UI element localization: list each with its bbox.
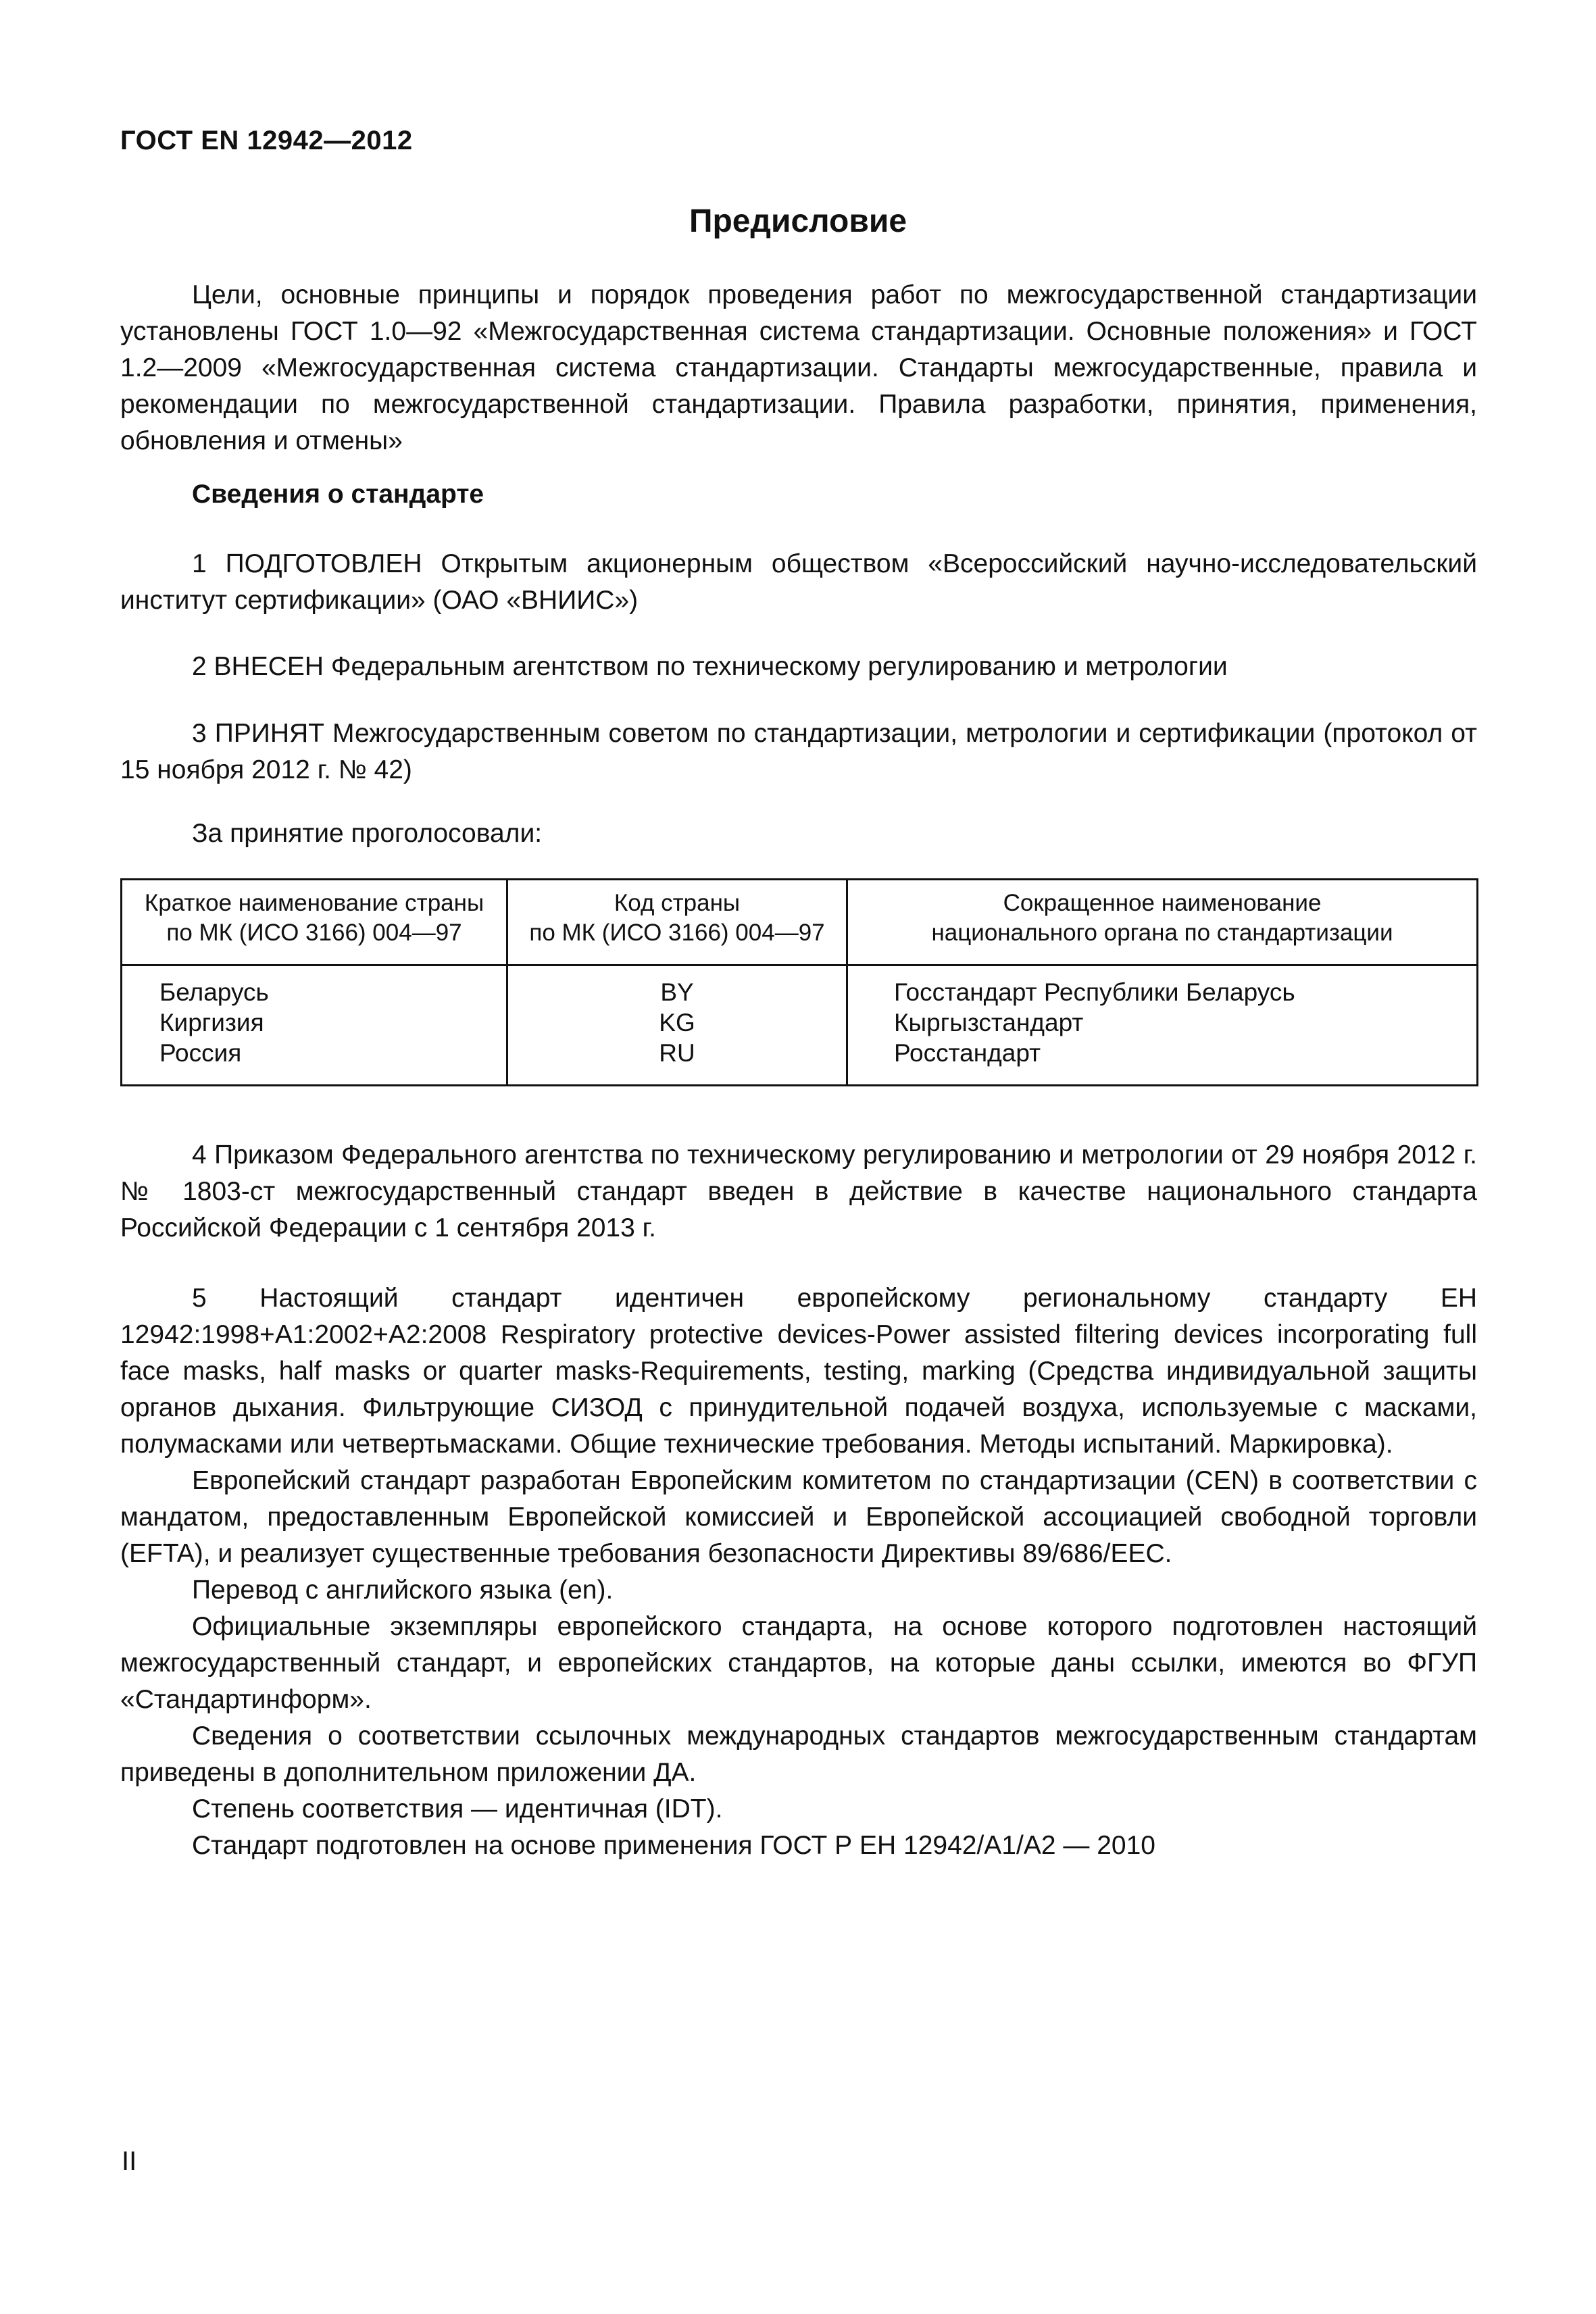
- header-standards-body-line1: Сокращенное наименование: [1003, 890, 1322, 916]
- country-codes-cell: [507, 965, 847, 1086]
- header-country-name-line1: Краткое наименование страны: [144, 890, 484, 916]
- page-title: Предисловие: [689, 203, 907, 239]
- item-3-paragraph: 3 ПРИНЯТ Межгосударственным советом по стандартизации, метрологии и сертификации (протокол от 15 ноября 2012 г. № 42): [120, 719, 1477, 784]
- header-standards-body: [847, 880, 1478, 965]
- header-standards-body-line2: национального органа по стандартизации: [931, 920, 1393, 946]
- standards-body: Росстандарт: [894, 1039, 1041, 1067]
- item-5-official-copies: Официальные экземпляры европейского стандарта, на основе которого подготовлен настоящий межгосударственный стандарт, и европейских стандартов, на которые даны ссылки, имеются во ФГУП «Стандартинформ».: [120, 1612, 1477, 1714]
- document-code: ГОСТ EN 12942—2012: [120, 126, 413, 155]
- item-5-references: Сведения о соответствии ссылочных международных стандартов межгосударственным стандартам приведены в дополнительном приложении ДА.: [120, 1721, 1477, 1787]
- country-code: RU: [659, 1039, 695, 1067]
- standards-body: Кыргызстандарт: [894, 1009, 1084, 1036]
- header-country-code: [507, 880, 847, 965]
- country-name: Россия: [159, 1039, 242, 1067]
- header-country-code-line1: Код страны: [614, 890, 741, 916]
- item-1-paragraph: 1 ПОДГОТОВЛЕН Открытым акционерным обществом «Всероссийский научно-исследовательский институт сертификации» (ОАО «ВНИИС»): [120, 549, 1477, 615]
- header-country-name: [122, 880, 507, 965]
- item-5-block: [120, 1280, 1477, 1864]
- country-name: Киргизия: [159, 1009, 264, 1036]
- item-5-european-standard: Европейский стандарт разработан Европейским комитетом по стандартизации (CEN) в соответствии с мандатом, предоставленным Европейской комиссией и Европейской ассоциацией свободной торговли (EFTA), и реализует существенные требования безопасности Директивы 89/686/ЕЕС.: [120, 1466, 1477, 1568]
- standards-bodies-cell: [847, 965, 1478, 1086]
- item-5-degree: Степень соответствия — идентичная (IDT).: [192, 1794, 723, 1823]
- table-row: [122, 965, 1478, 1086]
- table-header-row: [122, 880, 1478, 965]
- country-code: KG: [659, 1009, 695, 1036]
- item-2-paragraph: 2 ВНЕСЕН Федеральным агентством по техническому регулированию и метрологии: [192, 652, 1228, 681]
- item-5-paragraph: 5 Настоящий стандарт идентичен европейскому региональному стандарту ЕН 12942:1998+A1:2002+A2:2008 Respiratory protective devices-Power assisted filtering devices incorporating full face masks, half masks or quarter masks-Requirements, testing, marking (Средства индивидуальной защиты органов дыхания. Фильтрующие СИЗОД с принудительной подачей воздуха, используемые с масками, полумасками или четвертьмасками. Общие технические требования. Методы испытаний. Маркировка).: [120, 1284, 1477, 1459]
- standards-body: Госстандарт Республики Беларусь: [894, 978, 1295, 1006]
- header-country-name-line2: по МК (ИСО 3166) 004—97: [166, 920, 462, 946]
- item-4-paragraph: 4 Приказом Федерального агентства по техническому регулированию и метрологии от 29 ноября 2012 г. № 1803-ст межгосударственный стандарт введен в действие в качестве национального стандарта Российской Федерации с 1 сентября 2013 г.: [120, 1140, 1477, 1242]
- page-number: II: [122, 2146, 137, 2176]
- country-name: Беларусь: [159, 978, 269, 1006]
- item-5-translation: Перевод с английского языка (en).: [192, 1576, 614, 1605]
- voted-label: За принятие проголосовали:: [192, 819, 543, 848]
- section-subheading: Сведения о стандарте: [192, 480, 484, 509]
- country-code: BY: [660, 978, 694, 1006]
- intro-paragraph: Цели, основные принципы и порядок проведения работ по межгосударственной стандартизации установлены ГОСТ 1.0—92 «Межгосударственная система стандартизации. Основные положения» и ГОСТ 1.2—2009 «Межгосударственная система стандартизации. Стандарты межгосударственные, правила и рекомендации по межгосударственной стандартизации. Правила разработки, принятия, применения, обновления и отмены»: [120, 280, 1477, 455]
- header-country-code-line2: по МК (ИСО 3166) 004—97: [529, 920, 825, 946]
- member-countries-table: [120, 878, 1478, 1086]
- country-names-cell: [122, 965, 507, 1086]
- item-5-basis: Стандарт подготовлен на основе применения ГОСТ Р ЕН 12942/А1/А2 — 2010: [192, 1831, 1155, 1860]
